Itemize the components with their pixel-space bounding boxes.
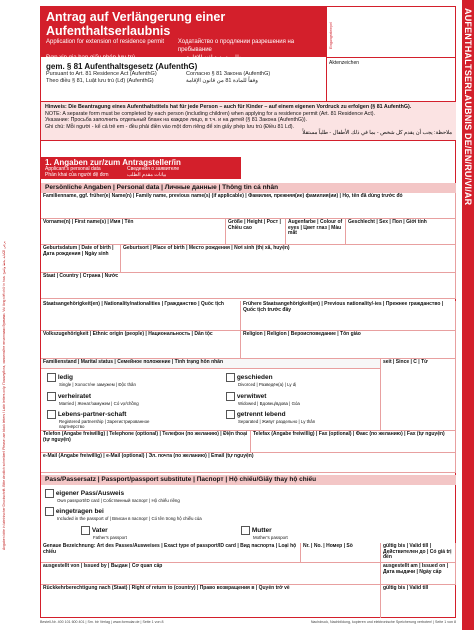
religion-field[interactable]	[241, 331, 456, 359]
section-1-en: Applicant's personal data	[45, 166, 101, 172]
widowed-sub: Widowed | Вдовец/вдова | Góa	[238, 401, 300, 406]
partnership-sub: Registered partnership | Зарегистрированное партнёрство	[59, 419, 150, 429]
telephone-label: Telefon (Angabe freiwillig) | Telephone (optional) | Телефон (по желанию) | Điện thoại (tự nguyện)	[43, 431, 248, 443]
passport-bar: Pass/Passersatz | Passport/passport substitute | Паспорт | Hộ chiếu/Giấy thay hộ chiếu	[41, 475, 456, 485]
eye-colour-label: Augenfarbe | Colour of eyes | Цвет глаз | Màu mắt	[288, 219, 343, 237]
passport-number-field[interactable]	[301, 543, 381, 563]
option-own-passport[interactable]	[45, 489, 180, 503]
notice-de: Die Beantragung eines Aufenthaltstitels hat für jede Person – auch für Kinder – auf einem eigenen Vordruck zu erfolgen (§ 81 AufenthG).	[68, 104, 412, 110]
mother-checkbox[interactable]	[241, 526, 250, 535]
title-vi: Đơn xin gia hạn giấy phép lưu trú	[46, 55, 136, 61]
passport-valid-label: gültig bis | Valid till | Действителен до | Có giá trị đến	[383, 543, 452, 561]
father-sub: Father's passport	[93, 535, 127, 540]
notice-box	[41, 101, 456, 141]
religion-label: Religion | Religion | Вероисповедание | Tôn giáo	[243, 331, 361, 337]
left-margin	[0, 0, 38, 630]
first-name-field[interactable]	[41, 219, 226, 245]
return-right-label: Rückkehrberechtigung nach (Staat) | Right of return to (country) | Право возвращения в | Quyền trở về	[43, 585, 290, 591]
height-label: Größe | Height | Рост | Chiều cao	[228, 219, 281, 231]
divorced-sub: Divorced | Разведён(а) | Ly dị	[238, 382, 297, 387]
eye-colour-field[interactable]	[286, 219, 346, 245]
footer	[40, 620, 456, 624]
option-father[interactable]	[81, 526, 127, 540]
personal-data-bar: Persönliche Angaben | Personal data | Личные данные | Thông tin cá nhân	[41, 183, 456, 193]
married-checkbox[interactable]	[47, 392, 56, 401]
place-of-birth-label: Geburtsort | Place of birth | Место рождения | Nơi sinh (thị xã, huyện)	[123, 245, 290, 251]
issued-on-field[interactable]	[381, 563, 456, 585]
law-ru: Согласно § 81 Закона (AufenthG)	[186, 71, 271, 77]
separated-sub: Separated | Живут раздельно | Ly thân	[238, 419, 316, 424]
country-of-birth-field[interactable]	[41, 273, 456, 299]
sex-field[interactable]	[346, 219, 456, 245]
email-field[interactable]	[41, 453, 456, 473]
section-1-title: 1. Angaben zur/zum Antragsteller/in	[45, 158, 181, 167]
legal-basis	[41, 59, 326, 97]
option-single[interactable]	[47, 373, 136, 387]
married-sub: Married | Женат/замужем | Có vợ/chồng	[59, 401, 139, 406]
telephone-field[interactable]	[41, 431, 251, 453]
marital-status-label: Familienstand | Marital status | Семейное положение | Tình trạng hôn nhân	[43, 359, 224, 365]
date-of-birth-field[interactable]	[41, 245, 121, 273]
family-name-field[interactable]	[41, 193, 456, 219]
option-partnership[interactable]	[47, 410, 167, 429]
footer-left: Bestell-Nr. 400 101 600 401 | Sm. bir Verlag | www.formular.de | Seite 1 von 8	[40, 620, 164, 624]
marital-since-label: seit | Since | С | Từ	[383, 359, 428, 365]
form-page	[40, 6, 456, 618]
father-checkbox[interactable]	[81, 526, 90, 535]
previous-nationality-label: Frühere Staatsangehörigkeit(en) | Previous nationality/-ies | Прежнее гражданство | Quốc tịch trước đây	[243, 301, 444, 313]
country-of-birth-label: Staat | Country | Страна | Nước	[43, 273, 119, 279]
separated-label: getrennt lebend	[236, 411, 286, 419]
partnership-label: Lebens-partner-schaft	[57, 411, 127, 419]
title-en: Application for extension of residence permit	[46, 39, 165, 45]
passport-type-field[interactable]	[41, 543, 301, 563]
notice-label: Hinweis:	[45, 104, 67, 110]
date-of-birth-label: Geburtsdatum | Date of birth | Дата рождения | Ngày sinh	[43, 245, 114, 257]
section-1-vi: Phần khai của người đệ đơn	[45, 171, 109, 178]
marital-status-header	[41, 359, 381, 369]
height-field[interactable]	[226, 219, 286, 245]
passport-valid-field[interactable]	[381, 543, 456, 563]
included-in-checkbox[interactable]	[45, 507, 54, 516]
nationality-label: Staatsangehörigkeit(en) | Nationality/nationalities | Гражданство | Quốc tịch	[43, 301, 224, 307]
side-band	[462, 0, 474, 630]
mother-sub: Mother's passport	[253, 535, 288, 540]
return-valid-label: gültig bis | Valid till	[383, 585, 429, 591]
option-divorced[interactable]	[226, 373, 296, 387]
side-title: AUFENTHALTSERLAUBNIS DE/EN/RU/VI/AR	[463, 8, 473, 206]
mother-label: Mutter	[251, 527, 272, 535]
return-right-field[interactable]	[41, 585, 381, 618]
nationality-field[interactable]	[41, 301, 241, 331]
first-name-label: Vorname(n) | First name(s) | Имя | Tên	[43, 219, 134, 225]
issued-by-field[interactable]	[41, 563, 381, 585]
law-vi: Theo điều § 81, Luật lưu trú (Lđ) (AufenthG)	[46, 77, 154, 84]
email-label: e-Mail (Angabe freiwillig) | e-Mail (optional) | Эл. почта (по желанию) | Email (tự nguyện)	[43, 453, 254, 459]
own-passport-label: eigener Pass/Ausweis	[55, 490, 125, 498]
fax-label: Telefax (Angabe freiwillig) | Fax (optional) | Факс (по желанию) | Fax (tự nguyện)	[253, 431, 445, 437]
footer-right: Nachdruck, Nachbildung, kopieren und elektronische Speicherung verboten! | Seite 1 von 8	[310, 620, 456, 624]
left-margin-text: Angaben bitte in lateinischer Druckschrift. Bitte deutlich schreiben! Please use block letters / Latin letters only. Пожалуйста, заполняйте печатными буквами. Vui lòng viết chữ in hoa. يرجى الكتابة بخط واضح	[2, 241, 6, 550]
previous-nationality-field[interactable]	[241, 301, 456, 331]
option-mother[interactable]	[241, 526, 288, 540]
return-valid-field[interactable]	[381, 585, 456, 618]
option-married[interactable]	[47, 392, 139, 406]
notice-vi: Ghi chú: Mỗi người - kể cả trẻ em - đều phải điền vào một đơn riêng để xin giấy phép lưu trú (Điều 81 Lđ).	[45, 123, 294, 130]
issued-by-label: ausgestellt von | Issued by | Выдан | Cơ quan cấp	[43, 563, 163, 569]
passport-type-label: Genaue Bezeichnung: Art des Passes/Ausweises | Exact type of passport/ID card | Вид паспорта | Loại hộ chiếu	[43, 543, 297, 555]
notice-en: NOTE: A separate form must be completed by each person (including children) when applying for a residence permit (Art. 81 Residence Act).	[45, 110, 376, 117]
partnership-checkbox[interactable]	[47, 410, 56, 419]
file-number-field[interactable]	[326, 57, 456, 101]
widowed-checkbox[interactable]	[226, 392, 235, 401]
marital-since-field[interactable]	[381, 359, 456, 431]
father-label: Vater	[91, 527, 108, 535]
single-label: ledig	[57, 374, 73, 382]
form-title: Antrag auf Verlängerung einer Aufenthaltserlaubnis	[46, 10, 226, 38]
file-number-label: Aktenzeichen	[329, 60, 360, 66]
section-1-ru: Сведения о заявителе	[127, 166, 180, 172]
option-included-in[interactable]	[45, 507, 202, 521]
single-sub: Single | Холост/не замужем | Độc thân	[59, 382, 136, 387]
divorced-label: geschieden	[236, 374, 273, 382]
law-en: Pursuant to Art. 81 Residence Act (AufenthG)	[46, 71, 157, 77]
family-name-label: Familienname, ggf. früher(e) Name(n) | Family name, previous name(s) (if applicable) | Фамилия, прежняя(ие) фамилия(ии) | Họ, tên đã dùng trước đó	[43, 193, 403, 199]
ethnic-origin-label: Volkszugehörigkeit | Ethnic origin (people) | Национальность | Dân tộc	[43, 331, 213, 337]
notice-ar: ملاحظة: يجب أن يقدم كل شخص - بما في ذلك الأطفال - طلباً مستقلاً	[302, 130, 452, 136]
notice-ru: Указание: Просьба заполнить отдельный бланк на каждое лицо, в т.ч. и на детей (§ 81 Закона (AufenthG)).	[45, 117, 308, 123]
widowed-label: verwitwet	[236, 393, 267, 401]
own-passport-checkbox[interactable]	[45, 489, 54, 498]
separated-checkbox[interactable]	[226, 410, 235, 419]
form-header	[41, 7, 326, 61]
issued-on-label: ausgestellt am | Issued on | Дата выдачи | Ngày cấp	[383, 563, 449, 575]
law-ar: وفقاً للمادة 81 من قانون الإقامة	[186, 77, 258, 84]
place-of-birth-field[interactable]	[121, 245, 456, 273]
included-in-label: eingetragen bei	[55, 508, 104, 516]
option-widowed[interactable]	[226, 392, 300, 406]
stamp-area	[326, 7, 456, 57]
law-title: gem. § 81 Aufenthaltsgesetz (AufenthG)	[46, 62, 198, 71]
ethnic-origin-field[interactable]	[41, 331, 241, 359]
title-ru: Ходатайство о продлении разрешения на пребывание	[177, 39, 295, 53]
section-1-header	[41, 157, 241, 179]
own-passport-sub: Own passport/ID card | Собственный паспорт | Hộ chiếu riêng	[57, 498, 180, 503]
divorced-checkbox[interactable]	[226, 373, 235, 382]
stamp-label: Eingangsstempel	[329, 22, 333, 49]
section-1-ar: بيانات مقدم الطلب	[127, 171, 167, 178]
married-label: verheiratet	[57, 393, 92, 401]
title-ar: طلب تمديد إذن الإقامة	[186, 55, 242, 61]
fax-field[interactable]	[251, 431, 456, 453]
sex-label: Geschlecht | Sex | Пол | Giới tính	[348, 219, 427, 225]
option-separated[interactable]	[226, 410, 315, 424]
included-in-sub: Included in the passport of | Вписан в паспорт | Có tên trong hộ chiếu của	[57, 516, 202, 521]
passport-number-label: Nr. | No. | Номер | Số	[303, 543, 353, 549]
single-checkbox[interactable]	[47, 373, 56, 382]
